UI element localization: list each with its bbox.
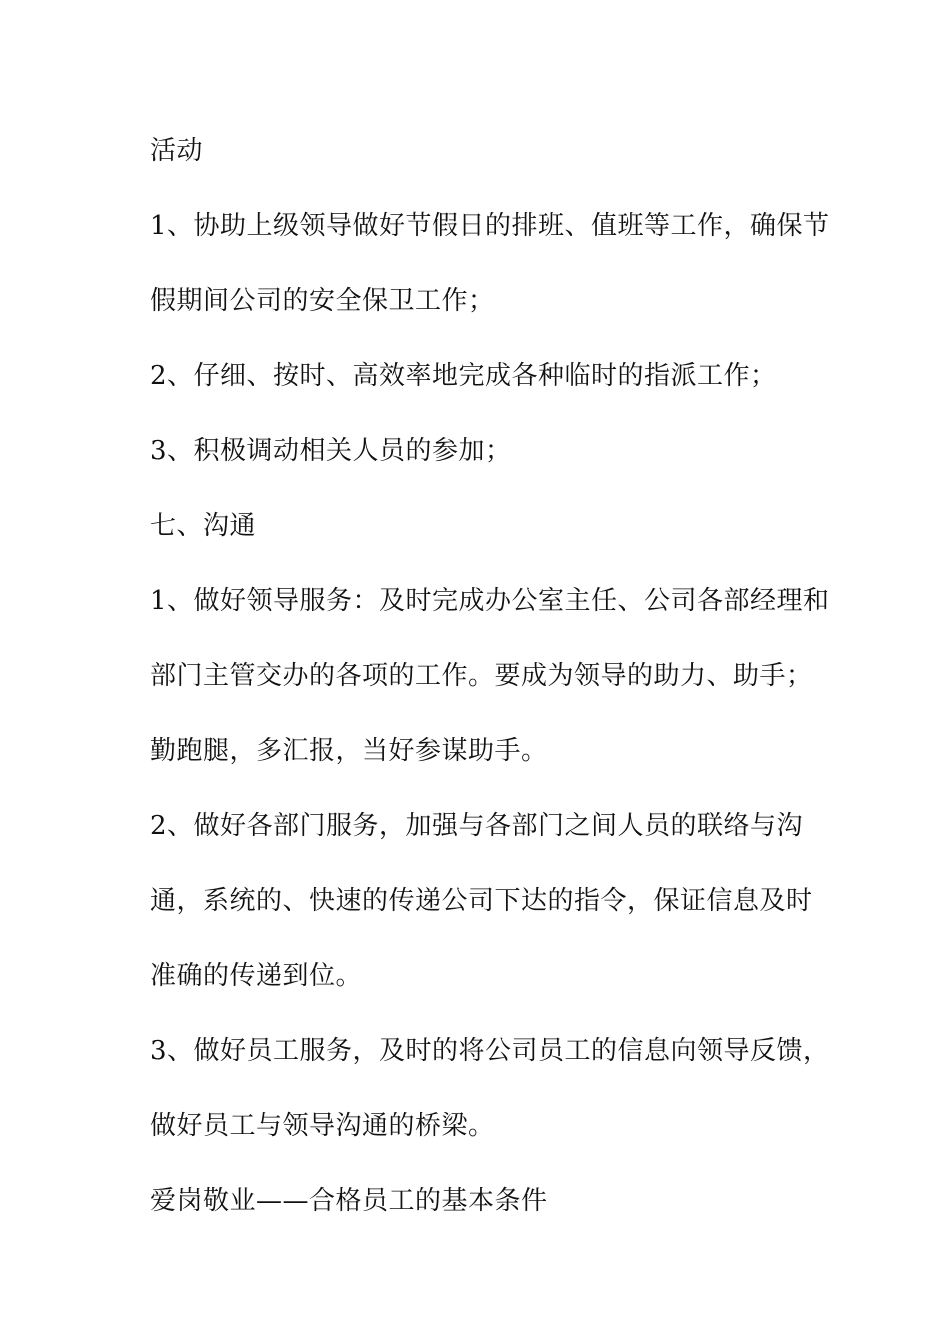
section-heading: 爱岗敬业——合格员工的基本条件 [150, 1186, 548, 1216]
text-line: 2、仔细、按时、高效率地完成各种临时的指派工作； [150, 361, 777, 391]
text-line: 准确的传递到位。 [150, 961, 363, 991]
text-line: 1、做好领导服务：及时完成办公室主任、公司各部经理和 [150, 586, 830, 616]
text-line: 1、协助上级领导做好节假日的排班、值班等工作，确保节 [150, 211, 830, 241]
text-line: 勤跑腿，多汇报，当好参谋助手。 [150, 736, 548, 766]
text-line: 假期间公司的安全保卫工作； [150, 286, 495, 316]
text-line: 2、做好各部门服务，加强与各部门之间人员的联络与沟 [150, 811, 804, 841]
text-line: 通，系统的、快速的传递公司下达的指令，保证信息及时 [150, 886, 813, 916]
text-line: 3、做好员工服务，及时的将公司员工的信息向领导反馈， [150, 1036, 830, 1066]
text-line: 活动 [150, 136, 204, 166]
text-line: 做好员工与领导沟通的桥梁。 [150, 1111, 495, 1141]
text-line: 3、积极调动相关人员的参加； [150, 436, 512, 466]
section-heading: 七、沟通 [150, 511, 257, 541]
text-line: 部门主管交办的各项的工作。要成为领导的助力、助手； [150, 661, 813, 691]
